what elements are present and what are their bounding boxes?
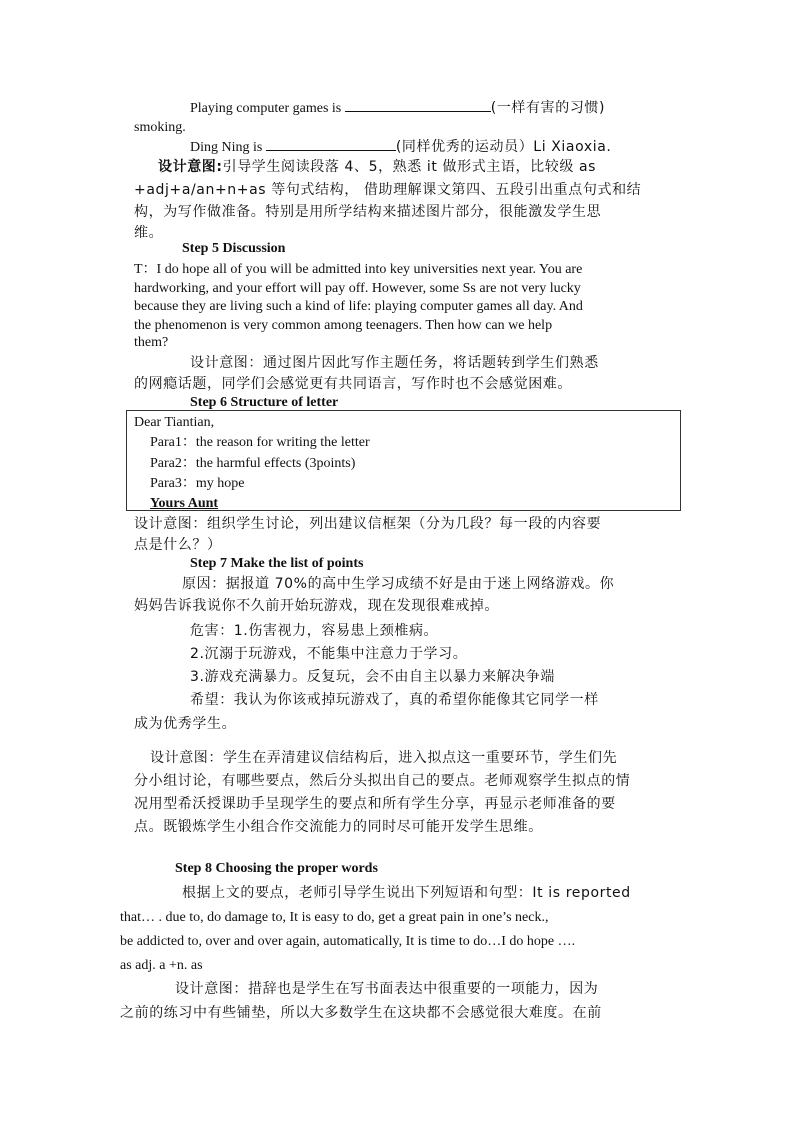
design-intent-4-line3: 况用型希沃授课助手呈现学生的要点和所有学生分享，再显示老师准备的要 [134, 796, 616, 812]
fill-in-line-1: Playing computer games is (一样有害的习惯) [190, 100, 606, 116]
letter-para-2: Para2：the harmful effects (3points) [150, 456, 356, 471]
design-intent-4-line2: 分小组讨论，有哪些要点，然后分头拟出自己的要点。老师观察学生拟点的情 [134, 773, 631, 789]
phrases-line-2: that… . due to, do damage to, It is easy to do, get a great pain in one’s neck., [120, 910, 549, 925]
design-intent-5: 设计意图：措辞也是学生在写书面表达中很重要的一项能力，因为 [175, 981, 599, 997]
fill-in-line-2: Ding Ning is (同样优秀的运动员）Li Xiaoxia. [190, 139, 612, 155]
design-intent-4: 设计意图：学生在弄清建议信结构后，进入拟点这一重要环节，学生们先 [150, 750, 618, 766]
design-intent-1-line2: +adj+a/an+n+as 等句式结构， 借助理解课文第四、五段引出重点句式和结 [134, 182, 642, 198]
harm-1: 危害：1.伤害视力，容易患上颈椎病。 [190, 623, 439, 639]
phrases-line-3: be addicted to, over and over again, automatically, It is time to do…I do hope …. [120, 934, 576, 949]
fill-in-line-1-cont: smoking. [134, 120, 186, 135]
letter-greeting: Dear Tiantian, [134, 415, 215, 430]
answer-blank[interactable] [345, 99, 491, 112]
letter-signature: Yours Aunt [150, 496, 219, 511]
design-intent-3: 设计意图：组织学生讨论，列出建议信框架（分为几段？每一段的内容要 [134, 516, 602, 532]
step-6-heading: Step 6 Structure of letter [190, 395, 339, 410]
discussion-line-5: them? [134, 335, 169, 350]
design-intent-2-line2: 的网瘾话题，同学们会感觉更有共同语言，写作时也不会感觉困难。 [134, 376, 572, 392]
letter-para-1: Para1：the reason for writing the letter [150, 435, 370, 450]
step-8-heading: Step 8 Choosing the proper words [175, 861, 378, 876]
design-intent-1-line4: 维。 [134, 225, 164, 241]
discussion-line-3: because they are living such a kind of life: playing computer games all day. And [134, 299, 583, 314]
discussion-line-1: T：I do hope all of you will be admitted into key universities next year. You are [134, 262, 583, 277]
hope-line-1: 希望：我认为你该戒掉玩游戏了，真的希望你能像其它同学一样 [190, 692, 599, 708]
harm-3: 3.游戏充满暴力。反复玩，会不由自主以暴力来解决争端 [190, 669, 555, 685]
design-intent-2: 设计意图：通过图片因此写作主题任务，将话题转到学生们熟悉 [190, 355, 599, 371]
design-intent-1-line3: 构，为写作做准备。特别是用所学结构来描述图片部分，很能激发学生思 [134, 204, 602, 220]
answer-blank[interactable] [266, 138, 396, 151]
letter-para-3: Para3：my hope [150, 476, 245, 491]
step-5-heading: Step 5 Discussion [182, 241, 286, 256]
design-intent-1: 设计意图:引导学生阅读段落 4、5，熟悉 it 做形式主语，比较级 as [158, 159, 597, 175]
design-intent-5-line2: 之前的练习中有些铺垫，所以大多数学生在这块都不会感觉很大难度。在前 [120, 1005, 602, 1021]
step-7-heading: Step 7 Make the list of points [190, 556, 364, 571]
hope-line-2: 成为优秀学生。 [134, 716, 237, 732]
harm-2: 2.沉溺于玩游戏，不能集中注意力于学习。 [190, 646, 468, 662]
discussion-line-2: hardworking, and your effort will pay off. However, some Ss are not very lucky [134, 281, 581, 296]
phrases-intro: 根据上文的要点，老师引导学生说出下列短语和句型：It is reported [182, 885, 631, 901]
phrases-line-4: as adj. a +n. as [120, 958, 203, 973]
design-intent-4-line4: 点。既锻炼学生小组合作交流能力的同时尽可能开发学生思维。 [134, 819, 543, 835]
reason-line-1: 原因：据报道 70%的高中生学习成绩不好是由于迷上网络游戏。你 [182, 576, 615, 592]
design-intent-3-line2: 点是什么？） [134, 537, 222, 553]
discussion-line-4: the phenomenon is very common among teenagers. Then how can we help [134, 318, 553, 333]
reason-line-2: 妈妈告诉我说你不久前开始玩游戏，现在发现很难戒掉。 [134, 598, 499, 614]
